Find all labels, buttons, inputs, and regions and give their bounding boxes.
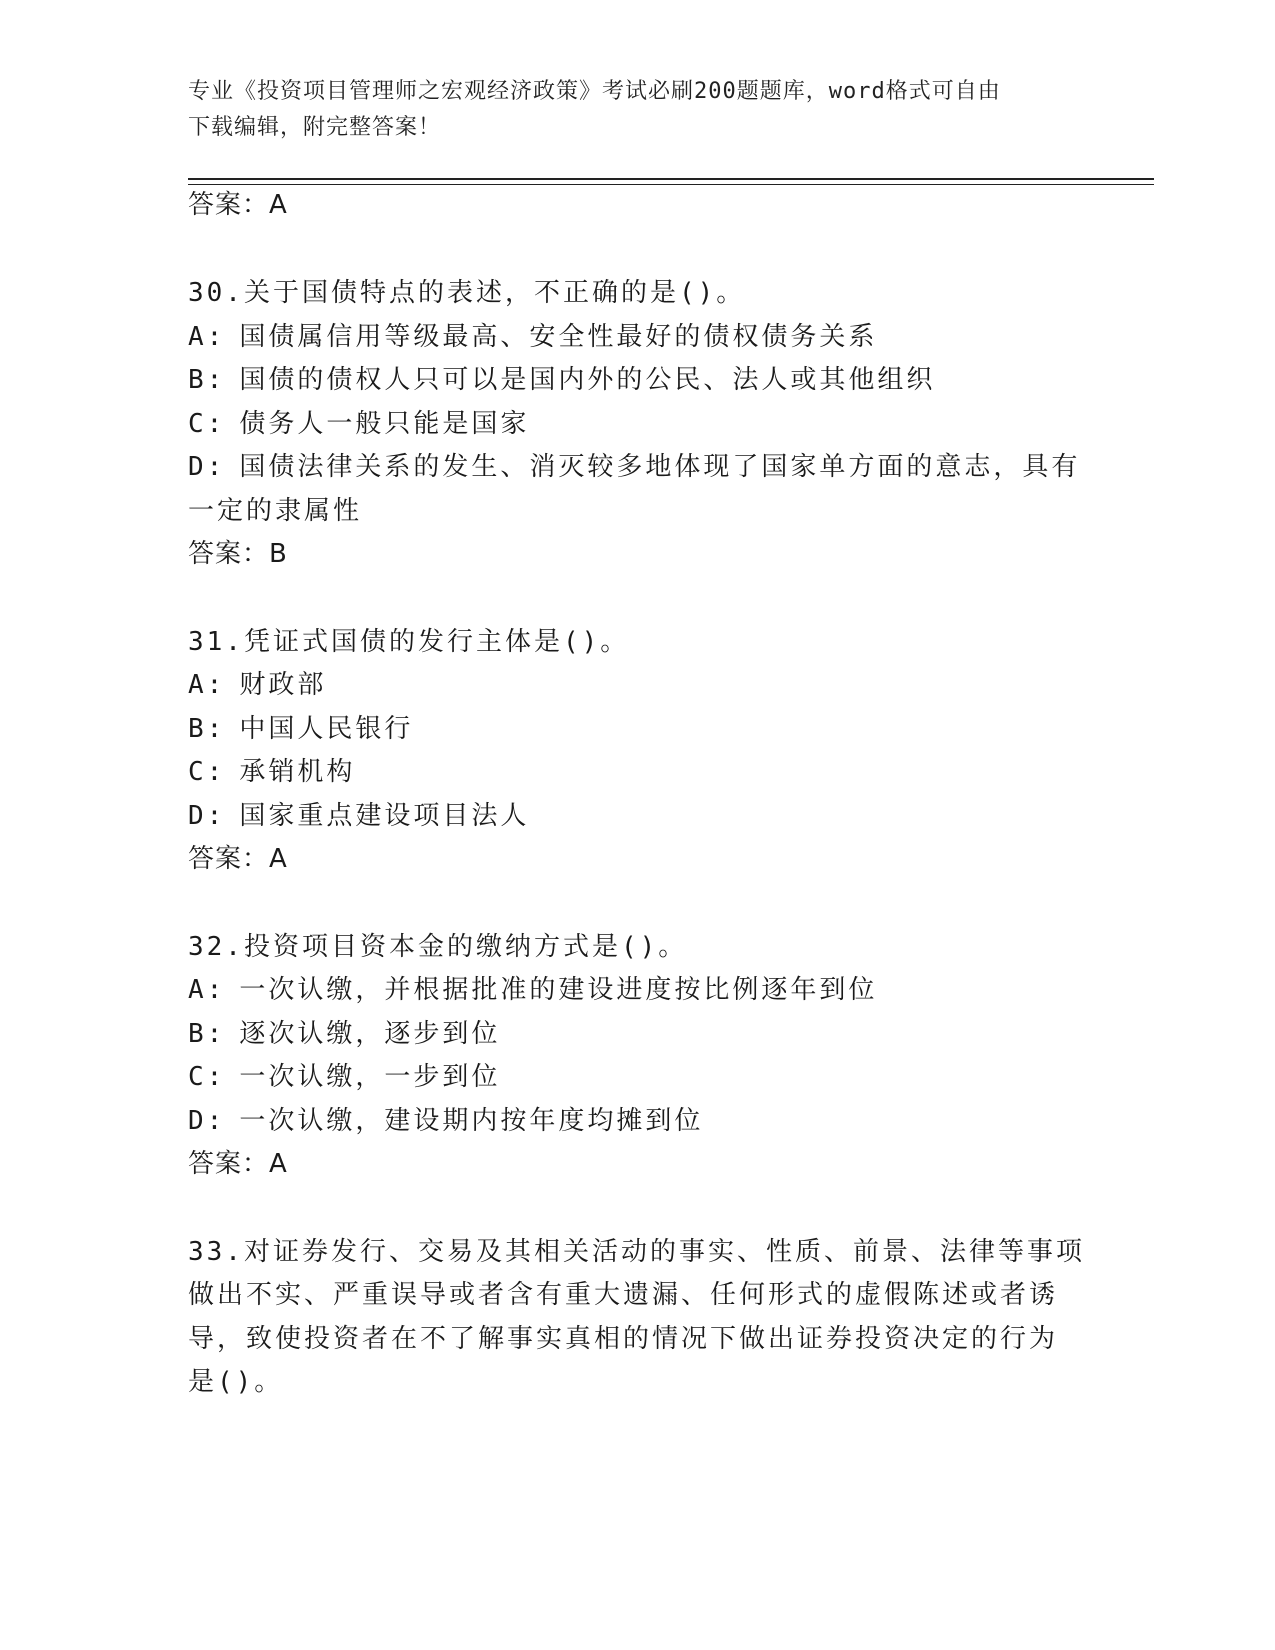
question-31-option-b xyxy=(188,712,413,746)
option-text: 债务人一般只能是国家 xyxy=(239,409,530,439)
answer-prev xyxy=(188,188,288,222)
question-30-option-d xyxy=(188,450,1080,484)
option-label: D: xyxy=(188,1106,226,1136)
question-31-option-d xyxy=(188,799,529,833)
question-30-option-c xyxy=(188,407,529,441)
header-rule-thin xyxy=(188,184,1154,185)
option-text: 国债属信用等级最高、安全性最好的债权债务关系 xyxy=(239,322,878,352)
question-31-answer xyxy=(188,842,288,876)
option-label: C: xyxy=(188,409,226,439)
question-33-stem-line-1: 33.对证券发行、交易及其相关活动的事实、性质、前景、法律等事项 xyxy=(188,1237,1085,1267)
question-32-option-d xyxy=(188,1104,703,1138)
option-text: 逐次认缴，逐步到位 xyxy=(239,1019,501,1049)
answer-value: A xyxy=(269,844,288,874)
option-label: D: xyxy=(188,801,226,831)
option-label: D: xyxy=(188,452,226,482)
question-30-option-b xyxy=(188,363,935,397)
option-text: 国债的债权人只可以是国内外的公民、法人或其他组织 xyxy=(239,365,936,395)
question-31-option-a xyxy=(188,668,326,702)
header-rule-thick xyxy=(188,178,1154,180)
option-text: 一次认缴，并根据批准的建设进度按比例逐年到位 xyxy=(239,975,878,1005)
option-label: C: xyxy=(188,757,226,787)
option-label: A: xyxy=(188,670,226,700)
answer-value: A xyxy=(269,190,288,220)
option-label: C: xyxy=(188,1062,226,1092)
question-33-stem-line-4: 是()。 xyxy=(188,1367,284,1397)
question-30-stem: 30.关于国债特点的表述，不正确的是()。 xyxy=(188,278,746,308)
question-32-stem: 32.投资项目资本金的缴纳方式是()。 xyxy=(188,932,688,962)
option-text: 承销机构 xyxy=(239,757,356,787)
answer-value: B xyxy=(269,539,288,569)
option-label: A: xyxy=(188,322,226,352)
answer-label: 答案： xyxy=(188,190,270,220)
answer-label: 答案： xyxy=(188,844,270,874)
answer-label: 答案： xyxy=(188,539,270,569)
option-label: B: xyxy=(188,365,226,395)
header-line-2: 下载编辑，附完整答案！ xyxy=(188,115,442,140)
question-30-answer xyxy=(188,537,288,571)
question-32-option-c xyxy=(188,1060,500,1094)
option-text: 国家重点建设项目法人 xyxy=(239,801,530,831)
question-32-option-b xyxy=(188,1017,500,1051)
question-31-stem: 31.凭证式国债的发行主体是()。 xyxy=(188,627,630,657)
question-31-option-c xyxy=(188,755,355,789)
answer-value: A xyxy=(269,1149,288,1179)
question-32-option-a xyxy=(188,973,877,1007)
option-label: A: xyxy=(188,975,226,1005)
option-text: 一次认缴，一步到位 xyxy=(239,1062,501,1092)
option-label: B: xyxy=(188,714,226,744)
option-label: B: xyxy=(188,1019,226,1049)
question-33-stem-line-3: 导，致使投资者在不了解事实真相的情况下做出证券投资决定的行为 xyxy=(188,1324,1059,1354)
question-30-option-a xyxy=(188,320,877,354)
header-line-1: 专业《投资项目管理师之宏观经济政策》考试必刷200题题库，word格式可自由 xyxy=(188,79,1001,104)
option-text: 中国人民银行 xyxy=(239,714,414,744)
option-text: 一次认缴，建设期内按年度均摊到位 xyxy=(239,1106,704,1136)
page-header xyxy=(188,74,1068,146)
option-text: 财政部 xyxy=(239,670,327,700)
question-32-answer xyxy=(188,1147,288,1181)
question-33-stem-line-2: 做出不实、严重误导或者含有重大遗漏、任何形式的虚假陈述或者诱 xyxy=(188,1280,1059,1310)
answer-label: 答案： xyxy=(188,1149,270,1179)
question-30-option-d-cont: 一定的隶属性 xyxy=(188,496,363,526)
option-text: 国债法律关系的发生、消灭较多地体现了国家单方面的意志，具有 xyxy=(239,452,1081,482)
